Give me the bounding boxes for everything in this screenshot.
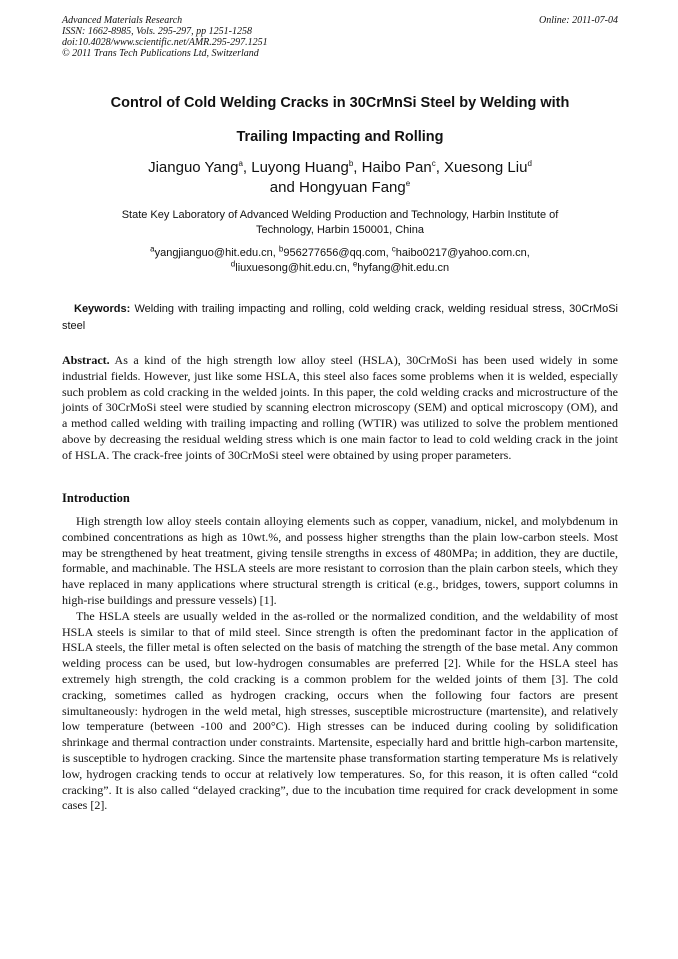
author-list [62, 158, 618, 198]
email-mark: c [391, 244, 396, 254]
author-line-1 [62, 158, 618, 178]
author-emails [80, 246, 600, 276]
keywords-label: Keywords: [74, 303, 131, 315]
affiliation [80, 208, 600, 238]
keywords-text: Welding with trailing impacting and rolling, cold welding crack, welding residual stress, 30CrMoSi steel [62, 303, 618, 332]
separator: , [353, 159, 362, 176]
journal-name: Advanced Materials Research [62, 15, 183, 26]
email-mark: b [278, 244, 284, 254]
author-affil-mark: b [348, 159, 354, 168]
email-line-1 [80, 246, 600, 261]
email-link[interactable]: liuxuesong@hit.edu.cn, [235, 262, 353, 274]
abstract-section [62, 353, 618, 464]
author-line-2 [62, 178, 618, 198]
author-name: Haibo Pan [361, 159, 432, 176]
author-name: Hongyuan Fang [299, 179, 406, 196]
publication-header [62, 15, 618, 59]
author-name: Jianguo Yang [148, 159, 239, 176]
author-affil-mark: a [238, 159, 243, 168]
email-line-2 [80, 261, 600, 276]
doi-line: doi:10.4028/www.scientific.net/AMR.295-297.1251 [62, 37, 268, 48]
and-word: and [269, 179, 299, 196]
abstract-label: Abstract. [62, 353, 110, 367]
email-mark: d [230, 259, 236, 269]
introduction-body [62, 514, 618, 814]
author-affil-mark: e [405, 179, 411, 188]
online-date: Online: 2011-07-04 [539, 15, 618, 26]
email-link[interactable]: hyfang@hit.edu.cn [357, 262, 450, 274]
affiliation-line-2: Technology, Harbin 150001, China [256, 224, 424, 236]
section-heading-introduction: Introduction [62, 491, 130, 505]
paragraph: The HSLA steels are usually welded in the as-rolled or the normalized condition, and the weldability of most HSLA steels is similar to that of mild steel. Since strength is often the predominant factor in the application of HSLA steels, the filler metal is often selected on the basis of matching the strength of the base metal. Any common welding process can be used, but low-hydrogen consumables are preferred [2]. While for the HSLA steel has extremely high strength, the cold cracking is a common problem for the welded joints of them [3]. The cold cracking, sometimes called as hydrogen cracking, occurs when the following four factors are present simultaneously: hydrogen in the weld metal, high stresses, susceptible microstructure (martensite), and relatively low temperature (between -100 and 200°C). High stresses can be induced during cooling by solidification shrinkage and thermal contraction under constraints. Martensite, especially hard and brittle high-carbon martensite, is susceptible to hydrogen cracking. Since the martensite phase transformation starting temperature Ms is relatively low, hydrogen cracking tends to occur at relatively low temperatures. So, for this reason, it is often called “cold cracking”. It is also called “delayed cracking”, due to the incubation time required for crack development in some cases [2]. [62, 608, 618, 813]
author-name: Xuesong Liu [444, 159, 528, 176]
affiliation-line-1: State Key Laboratory of Advanced Welding Production and Technology, Harbin Institute of [121, 209, 559, 221]
separator: , [242, 159, 252, 176]
email-link[interactable]: yangjianguo@hit.edu.cn, [154, 247, 279, 259]
author-affil-mark: c [431, 159, 436, 168]
email-mark: a [150, 244, 155, 254]
paper-title-line-1: Control of Cold Welding Cracks in 30CrMnSi Steel by Welding with [110, 95, 570, 111]
email-mark: e [352, 259, 358, 269]
keywords-section [62, 301, 618, 335]
copyright-line: © 2011 Trans Tech Publications Ltd, Switzerland [62, 48, 259, 59]
paragraph: High strength low alloy steels contain alloying elements such as copper, vanadium, nickel, and molybdenum in combined concentrations as high as 10wt.%, and possess higher strengths than the plain low-carbon steels. Most may be strengthened by heat treatment, giving tensile strengths in excess of 480MPa; in addition, they are ductile, formable, and machinable. The HSLA steels are more resistant to corrosion than the plain carbon steels, which they have replaced in many applications where structural strength is critical (e.g., bridges, towers, support columns in high-rise buildings and pressure vessels) [1]. [62, 514, 618, 607]
issn-line: ISSN: 1662-8985, Vols. 295-297, pp 1251-1258 [62, 26, 252, 37]
email-link[interactable]: 956277656@qq.com, [283, 247, 392, 259]
email-link[interactable]: haibo0217@yahoo.com.cn, [395, 247, 530, 259]
author-affil-mark: d [527, 159, 532, 168]
separator: , [435, 159, 445, 176]
paper-title-line-2: Trailing Impacting and Rolling [236, 129, 444, 145]
author-name: Luyong Huang [251, 159, 349, 176]
abstract-text: As a kind of the high strength low alloy steel (HSLA), 30CrMoSi has been used widely in some industrial fields. However, just like some HSLA, this steel also faces some problems when it is welded, especially such problem as cold cracking in the welded joints. In this paper, the cold welding cracks and microstructure of the joints of 30CrMoSi steel were studied by scanning electron microscopy (SEM) and optical microscopy (OM), and a method called welding with trailing impacting and rolling (WTIR) was utilized to solve the problem mentioned above by decreasing the residual welding stress which is one main factor to lead to cold welding crack in the joint of HSLA. The crack-free joints of 30CrMoSi steel were obtained by using proper parameters. [62, 353, 619, 462]
